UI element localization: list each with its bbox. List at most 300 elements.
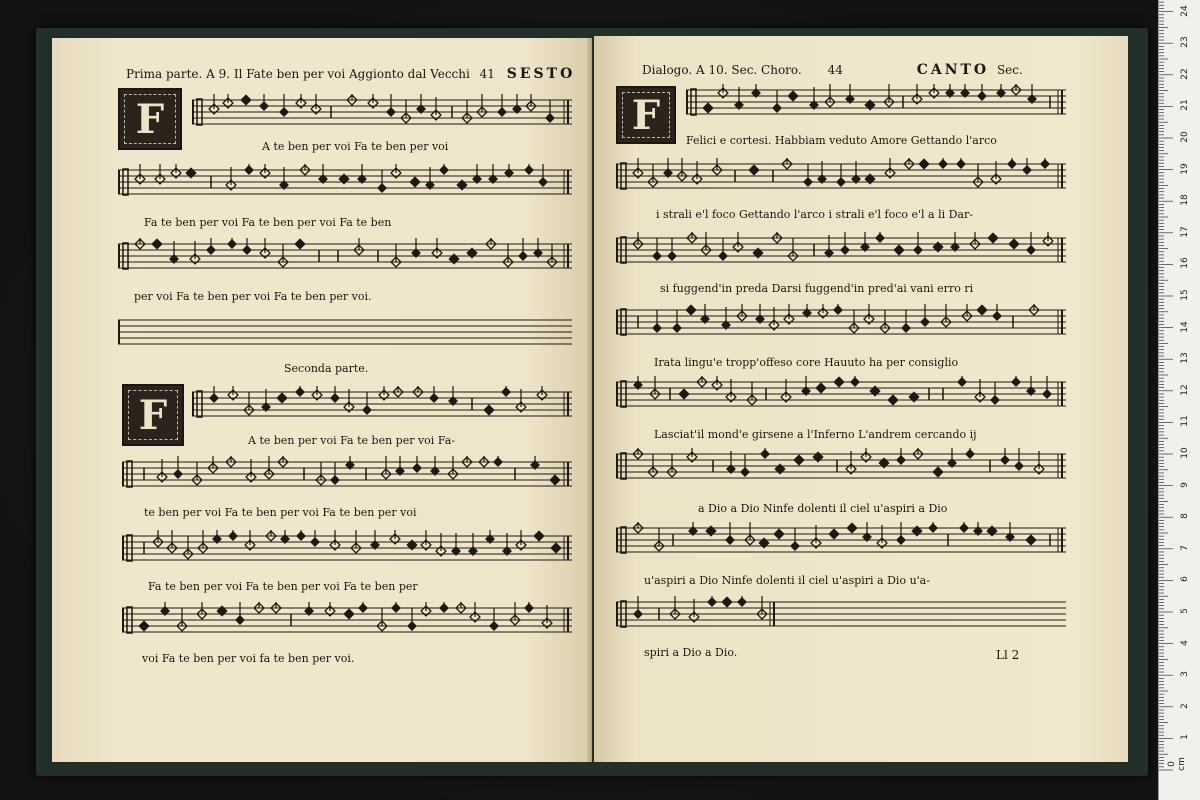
music-note (271, 602, 281, 613)
music-note (393, 386, 403, 397)
music-note (245, 530, 255, 550)
music-note (1000, 448, 1010, 465)
ruler-number: 4 (1180, 639, 1190, 646)
music-note (377, 170, 387, 193)
music-note (700, 304, 710, 324)
music-note (1029, 304, 1039, 315)
music-note (310, 530, 320, 547)
lyric-line: Lasciat'il mond'e girsene a l'Inferno L'andrem cercando ij (654, 428, 977, 441)
music-note (652, 238, 662, 261)
ruler-number: 9 (1180, 481, 1190, 488)
music-note (920, 304, 930, 327)
music-note (825, 84, 835, 107)
music-note (343, 608, 354, 619)
music-note (633, 158, 643, 178)
music-note (812, 451, 823, 462)
music-note (391, 244, 401, 267)
music-note (227, 238, 237, 249)
music-note (850, 376, 860, 387)
music-note (633, 448, 643, 459)
music-note (677, 158, 687, 181)
music-note (788, 238, 798, 261)
music-note (1027, 84, 1037, 104)
music-note (235, 602, 245, 625)
music-note (351, 530, 361, 553)
music-note (209, 94, 219, 114)
music-note (1011, 376, 1021, 387)
music-note (412, 456, 422, 473)
left-header-title: Prima parte. A 9. Il Fate ben per voi Aggionto dal Vecchi (126, 67, 470, 81)
music-staff (118, 314, 572, 354)
lyric-line: i strali e'l foco Gettando l'arco i strali e'l foco e'l a li Dar- (656, 208, 973, 221)
music-note (650, 376, 660, 399)
music-note (416, 94, 426, 114)
music-note (678, 388, 689, 399)
music-staff (616, 596, 1066, 636)
lyric-line: Fa te ben per voi Fa te ben per voi Fa te ben (144, 216, 392, 229)
music-note (845, 84, 855, 104)
music-note (479, 456, 489, 467)
music-note (547, 244, 557, 267)
music-note (654, 528, 664, 551)
music-note (512, 94, 522, 114)
music-note (633, 596, 643, 619)
music-note (173, 456, 183, 479)
music-note (295, 386, 305, 397)
music-note (260, 238, 270, 258)
music-note (687, 232, 697, 243)
ruler-number: 24 (1180, 4, 1190, 17)
right-voice-name: CANTO (916, 62, 990, 78)
music-note (264, 456, 274, 479)
music-note (524, 602, 534, 613)
decorated-initial (122, 384, 184, 446)
music-note (784, 304, 794, 324)
music-note (1026, 376, 1036, 396)
music-note (1007, 158, 1017, 169)
ruler-number: 1 (1180, 734, 1190, 741)
lyric-line: spiri a Dio a Dio. (644, 646, 738, 659)
music-note (875, 232, 885, 243)
music-note (370, 530, 380, 550)
music-note (533, 238, 543, 258)
music-staff (122, 602, 572, 642)
ruler-number: 22 (1180, 68, 1190, 80)
music-note (526, 94, 536, 111)
music-note (880, 310, 890, 333)
music-note (833, 304, 843, 315)
music-note (242, 238, 252, 255)
music-note (648, 454, 658, 477)
right-page (594, 36, 1128, 762)
music-note (294, 238, 305, 249)
music-note (774, 463, 785, 474)
music-note (362, 392, 372, 415)
music-note (226, 456, 236, 467)
lyric-line: Irata lingu'e tropp'offeso core Hauuto ha per consiglio (654, 356, 959, 369)
music-note (279, 94, 289, 117)
music-note (489, 608, 499, 631)
ruler-number: 12 (1180, 384, 1190, 396)
music-note (198, 530, 208, 553)
ruler-unit-label: 0 cm (1167, 757, 1187, 771)
music-note (151, 238, 162, 249)
music-staff (616, 448, 1066, 488)
music-note (697, 376, 707, 387)
music-note (409, 176, 420, 187)
music-note (913, 448, 923, 459)
music-note (1042, 376, 1052, 399)
music-note (296, 530, 306, 541)
music-note (973, 164, 983, 187)
left-voice-name: SESTO (506, 66, 576, 82)
music-note (815, 382, 826, 393)
music-note (462, 100, 472, 123)
ruler-number: 17 (1180, 226, 1190, 238)
decorated-initial (118, 88, 182, 150)
ruler-number: 6 (1180, 576, 1190, 583)
left-page-number: 41 (479, 67, 495, 81)
ruler-number: 7 (1180, 544, 1190, 551)
music-note (707, 596, 717, 607)
music-note (518, 238, 528, 261)
music-note (411, 238, 421, 258)
music-note (947, 448, 957, 468)
ruler-number: 23 (1180, 36, 1190, 48)
music-note (885, 158, 895, 178)
music-note (878, 457, 889, 468)
music-note (516, 530, 526, 550)
music-staff (122, 456, 572, 496)
music-note (407, 608, 417, 631)
music-staff (616, 522, 1066, 562)
ruler-number: 18 (1180, 194, 1190, 206)
music-note (760, 448, 770, 459)
music-note (228, 530, 238, 541)
right-page-header (642, 62, 1023, 78)
music-note (155, 164, 165, 184)
music-note (860, 232, 870, 252)
lyric-line: voi Fa te ben per voi fa te ben per voi. (142, 652, 355, 665)
ruler-number: 2 (1180, 702, 1190, 709)
music-note (752, 247, 763, 258)
left-page (52, 38, 592, 762)
music-note (755, 304, 765, 324)
left-page-header (126, 66, 575, 82)
music-note (377, 608, 387, 631)
music-note (550, 542, 561, 553)
measuring-ruler (1158, 0, 1200, 800)
music-note (846, 522, 857, 533)
music-note (167, 530, 177, 553)
ruler-number: 13 (1180, 352, 1190, 364)
music-note (357, 164, 367, 184)
music-note (488, 164, 498, 184)
music-note (790, 528, 800, 551)
music-note (209, 386, 219, 403)
music-note (733, 232, 743, 252)
music-note (772, 90, 782, 113)
lyric-line: A te ben per voi Fa te ben per voi (262, 140, 449, 153)
right-voice-suffix: Sec. (996, 63, 1023, 77)
music-note (330, 462, 340, 485)
music-note (745, 522, 755, 545)
music-note (545, 100, 555, 123)
music-note (421, 530, 431, 550)
signature-mark: Ll 2 (996, 648, 1020, 662)
music-note (893, 244, 904, 255)
lyric-line: a Dio a Dio Ninfe dolenti il ciel u'aspiri a Dio (698, 502, 948, 515)
ruler-number: 15 (1180, 289, 1190, 301)
music-note (956, 158, 966, 169)
music-staff (122, 530, 572, 570)
music-note (278, 244, 288, 267)
music-note (259, 94, 269, 111)
music-note (962, 304, 972, 321)
music-note (740, 454, 750, 477)
music-note (782, 158, 792, 169)
lyric-line: u'aspiri a Dio Ninfe dolenti il ciel u'aspiri a Dio u'a- (644, 574, 930, 587)
music-note (1005, 522, 1015, 542)
music-note (311, 94, 321, 114)
music-note (183, 536, 193, 559)
music-note (833, 376, 844, 387)
music-note (138, 620, 149, 631)
music-note (667, 454, 677, 477)
music-note (244, 164, 254, 175)
lyric-line: Felici e cortesi. Habbiam veduto Amore Gettando l'arco (686, 134, 997, 147)
music-staff (616, 232, 1066, 272)
music-note (801, 376, 811, 396)
music-note (747, 382, 757, 405)
music-note (901, 310, 911, 333)
music-note (240, 94, 251, 105)
music-note (135, 238, 145, 249)
music-note (932, 241, 943, 252)
lyric-line: per voi Fa te ben per voi Fa te ben per voi. (134, 290, 372, 303)
initial-letter: F (631, 91, 661, 139)
ruler-number: 3 (1180, 671, 1190, 678)
music-staff (118, 164, 572, 204)
music-note (976, 304, 987, 315)
music-note (330, 530, 340, 550)
music-note (386, 94, 396, 117)
music-note (153, 530, 163, 547)
music-staff (616, 158, 1066, 198)
music-staff (118, 238, 572, 278)
music-note (849, 310, 859, 333)
music-note (896, 448, 906, 465)
music-note (908, 391, 919, 402)
lyric-line: si fuggend'in preda Darsi fuggend'in pred'ai vani erro ri (660, 282, 974, 295)
music-note (276, 392, 287, 403)
right-header-title: Dialogo. A 10. Sec. Choro. (642, 63, 802, 77)
music-note (338, 173, 349, 184)
music-note (904, 158, 914, 169)
music-note (318, 164, 328, 184)
lyric-line: te ben per voi Fa te ben per voi Fa te ben per voi (144, 506, 417, 519)
music-note (497, 94, 507, 117)
music-note (725, 522, 735, 545)
music-note (864, 304, 874, 324)
music-note (721, 596, 732, 607)
music-note (864, 173, 875, 184)
music-note (828, 528, 839, 539)
music-note (330, 386, 340, 403)
right-page-number: 44 (827, 63, 843, 77)
ruler-number: 21 (1180, 99, 1190, 112)
music-note (278, 456, 288, 467)
music-note (918, 158, 929, 169)
music-note (950, 232, 960, 252)
ruler-number: 20 (1180, 131, 1190, 143)
music-note (406, 539, 417, 550)
music-note (448, 386, 458, 406)
music-note (358, 602, 368, 613)
music-note (959, 522, 969, 533)
music-note (787, 90, 798, 101)
music-note (206, 238, 216, 255)
music-note (1022, 158, 1032, 175)
music-staff (192, 94, 572, 134)
music-note (911, 525, 922, 536)
music-note (470, 602, 480, 622)
music-note (667, 238, 677, 261)
music-note (477, 94, 487, 117)
music-note (439, 164, 449, 175)
music-note (864, 99, 875, 110)
ruler-number: 10 (1180, 447, 1190, 459)
music-note (986, 525, 997, 536)
music-note (836, 164, 846, 187)
music-note (395, 456, 405, 476)
music-note (685, 304, 696, 315)
music-note (266, 530, 276, 541)
music-note (216, 605, 227, 616)
music-note (663, 158, 673, 178)
music-note (938, 158, 948, 169)
music-note (702, 102, 713, 113)
music-note (737, 304, 747, 321)
music-note (913, 232, 923, 255)
music-note (1025, 534, 1036, 545)
music-note (254, 602, 264, 613)
music-note (501, 386, 511, 397)
music-note (510, 602, 520, 625)
music-note (990, 382, 1000, 405)
music-note (185, 167, 196, 178)
ruler-number: 19 (1180, 162, 1190, 175)
music-note (652, 310, 662, 333)
music-note (432, 238, 442, 258)
music-note (773, 528, 784, 539)
music-note (648, 164, 658, 187)
music-note (737, 596, 747, 607)
music-note (456, 602, 466, 613)
music-note (456, 179, 467, 190)
music-note (486, 238, 496, 249)
music-note (793, 454, 804, 465)
music-note (381, 456, 391, 479)
music-note (633, 522, 643, 533)
music-note (957, 376, 967, 387)
section-title: Seconda parte. (284, 362, 369, 375)
music-note (549, 474, 560, 485)
music-note (712, 158, 722, 175)
ruler-number: 8 (1180, 513, 1190, 520)
decorated-initial (616, 86, 676, 144)
music-note (1040, 158, 1050, 169)
music-note (533, 530, 544, 541)
music-note (413, 386, 423, 397)
music-note (192, 462, 202, 485)
music-note (448, 456, 458, 479)
music-note (472, 164, 482, 184)
music-note (524, 164, 534, 175)
initial-letter: F (138, 391, 168, 439)
music-note (1026, 232, 1036, 255)
music-note (1008, 238, 1019, 249)
music-note (177, 608, 187, 631)
music-note (987, 232, 998, 243)
music-note (772, 232, 782, 243)
music-note (887, 394, 898, 405)
music-note (401, 100, 411, 123)
music-note (803, 164, 813, 187)
music-note (244, 392, 254, 415)
ruler-number: 5 (1180, 608, 1190, 614)
music-note (197, 602, 207, 619)
music-note (896, 522, 906, 545)
ruler-number: 11 (1180, 415, 1190, 428)
music-note (748, 164, 759, 175)
music-note (965, 448, 975, 459)
music-note (701, 232, 711, 255)
music-note (862, 522, 872, 542)
music-note (354, 238, 364, 255)
music-note (757, 596, 767, 619)
music-note (462, 456, 472, 467)
music-note (977, 84, 987, 101)
music-note (493, 456, 503, 467)
music-note (391, 602, 401, 613)
music-note (932, 466, 943, 477)
initial-letter: F (135, 95, 165, 143)
music-note (430, 456, 440, 476)
music-note (429, 386, 439, 403)
music-note (758, 537, 769, 548)
music-note (928, 522, 938, 533)
music-note (300, 164, 310, 175)
music-note (941, 304, 951, 327)
music-note (670, 596, 680, 619)
music-staff (686, 84, 1066, 124)
music-note (1014, 448, 1024, 471)
music-note (992, 304, 1002, 321)
music-staff (616, 304, 1066, 344)
lyric-line: Fa te ben per voi Fa te ben per voi Fa te ben per (148, 580, 418, 593)
music-note (483, 404, 494, 415)
music-note (439, 602, 449, 613)
music-note (208, 456, 218, 473)
music-staff (616, 376, 1066, 416)
music-note (1011, 84, 1021, 95)
music-note (633, 232, 643, 249)
ruler-number: 16 (1180, 257, 1190, 270)
music-note (840, 232, 850, 255)
music-staff (192, 386, 572, 426)
music-note (970, 232, 980, 249)
